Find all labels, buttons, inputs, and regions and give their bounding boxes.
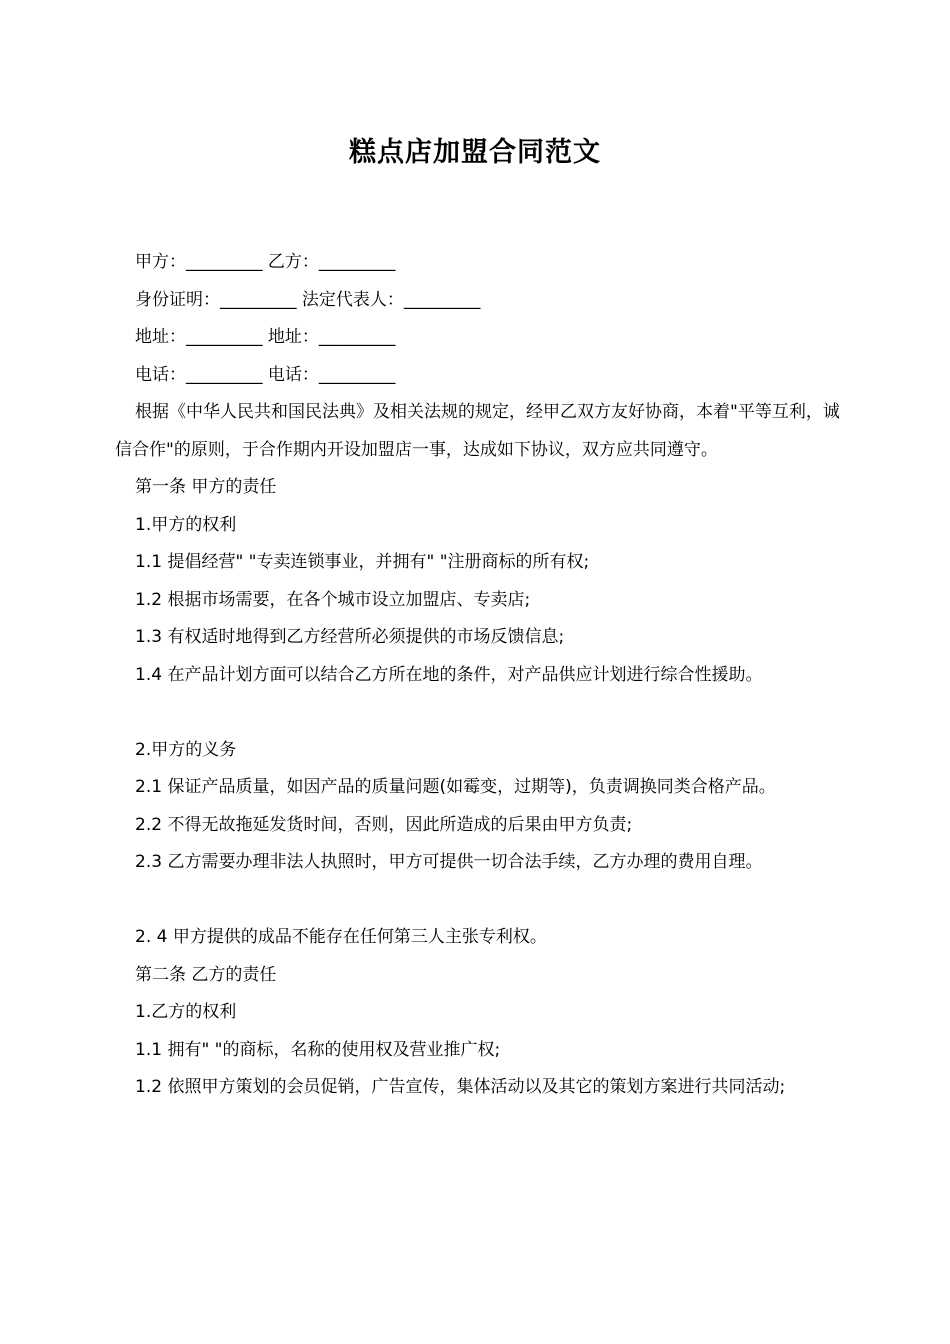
party-line-address: 地址：_________ 地址：_________ <box>135 327 396 347</box>
clause-1-3: 1.3 有权适时地得到乙方经营所必须提供的市场反馈信息; <box>135 627 565 647</box>
clause-2-1: 2.1 保证产品质量，如因产品的质量问题(如霉变，过期等)，负责调换同类合格产品。 <box>135 777 776 797</box>
party-line-phone: 电话：_________ 电话：_________ <box>135 364 396 385</box>
clause-2-4: 2. 4 甲方提供的成品不能存在任何第三人主张专利权。 <box>135 927 547 947</box>
party-line-identity: 身份证明：_________ 法定代表人：_________ <box>135 289 481 310</box>
clause-b-1-2: 1.2 依照甲方策划的会员促销，广告宣传，集体活动以及其它的策划方案进行共同活动; <box>135 1077 786 1097</box>
party-a-rights-heading: 1.甲方的权利 <box>135 514 237 535</box>
clause-2-2: 2.2 不得无故拖延发货时间，否则，因此所造成的后果由甲方负责; <box>135 814 633 835</box>
party-a-duties-heading: 2.甲方的义务 <box>135 739 237 760</box>
paragraph-gap <box>115 694 845 732</box>
preamble-paragraph: 根据《中华人民共和国民法典》及相关法规的规定，经甲乙双方友好协商，本着"平等互利，诚信合作"的原则，于合作期内开设加盟店一事，达成如下协议，双方应共同遵守。 <box>115 402 840 460</box>
party-line-parties: 甲方：_________ 乙方：_________ <box>135 252 396 272</box>
party-b-rights-heading: 1.乙方的权利 <box>135 1002 237 1022</box>
article-1-heading: 第一条 甲方的责任 <box>135 477 277 497</box>
clause-1-4: 1.4 在产品计划方面可以结合乙方所在地的条件，对产品供应计划进行综合性援助。 <box>135 664 763 685</box>
article-2-heading: 第二条 乙方的责任 <box>135 964 277 985</box>
document-body <box>115 244 845 1107</box>
clause-1-1: 1.1 提倡经营" "专卖连锁事业，并拥有" "注册商标的所有权; <box>135 552 590 572</box>
clause-b-1-1: 1.1 拥有" "的商标，名称的使用权及营业推广权; <box>135 1039 501 1060</box>
clause-1-2: 1.2 根据市场需要，在各个城市设立加盟店、专卖店; <box>135 589 531 610</box>
paragraph-gap <box>115 882 845 920</box>
clause-2-3: 2.3 乙方需要办理非法人执照时，甲方可提供一切合法手续，乙方办理的费用自理。 <box>135 852 763 872</box>
document-title: 糕点店加盟合同范文 <box>349 137 601 168</box>
